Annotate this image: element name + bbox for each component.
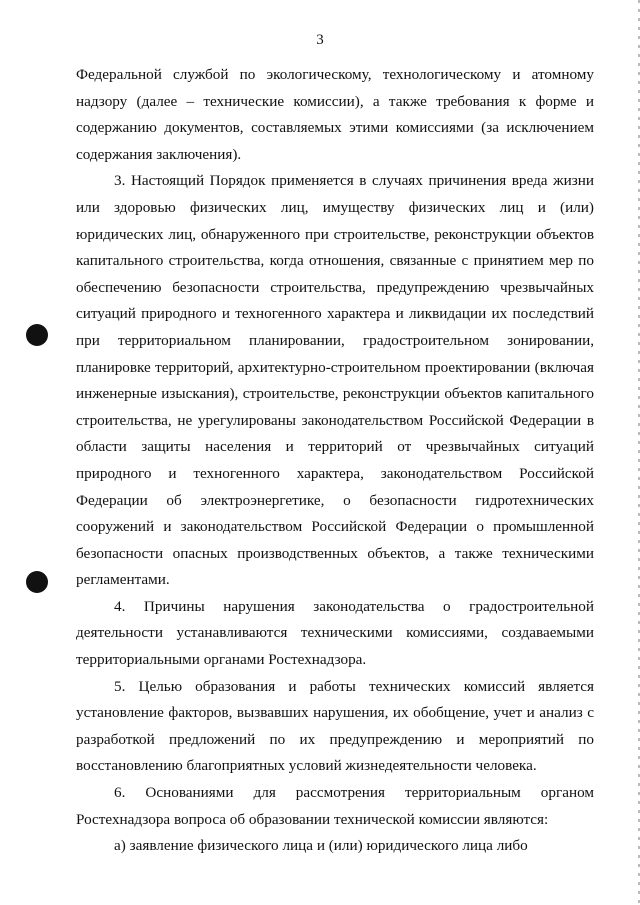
paragraph-3: 3. Настоящий Порядок применяется в случаях причинения вреда жизни или здоровью физических лиц, имуществу физических лиц и (или) юридических лиц, обнаруженного при строительстве, реконструкции объектов капитального строительства, когда отношения, связанные с принятием мер по обеспечению безопасности строительства, предупреждению чрезвычайных ситуаций природного и техногенного характера и ликвидации их последствий при территориальном планировании, градостроительном зонировании, планировке территорий, архитектурно-строительном проектировании (включая инженерные изыскания), строительстве, реконструкции объектов капитального строительства, не урегулированы законодательством Российской Федерации в области защиты населения и территорий от чрезвычайных ситуаций природного и техногенного характера, законодательством Российской Федерации об электроэнергетике, о безопасности гидротехнических сооружений и законодательством Российской Федерации о промышленной безопасности опасных производственных объектов, а также техническими регламентами. <box>76 172 594 589</box>
paragraph-4: 4. Причины нарушения законодательства о градостроительной деятельности устанавливаются техническими комиссиями, создаваемыми территориальными органами Ростехнадзора. <box>76 597 594 669</box>
paragraph-6a: а) заявление физического лица и (или) юридического лица либо <box>114 837 528 855</box>
binder-hole-bottom <box>26 571 48 593</box>
binder-hole-top <box>26 324 48 346</box>
page-number: 3 <box>316 32 324 48</box>
paragraph-6: 6. Основаниями для рассмотрения территориальным органом Ростехнадзора вопроса об образовании технической комиссии являются: <box>76 784 594 828</box>
paragraph-5: 5. Целью образования и работы технических комиссий является установление факторов, вызвавших нарушения, их обобщение, учет и анализ с разработкой предложений по их предупреждению и мероприятий по восстановлению благоприятных условий жизнедеятельности человека. <box>76 677 594 775</box>
paragraph-continued: Федеральной службой по экологическому, технологическому и атомному надзору (далее – технические комиссии), а также требования к форме и содержанию документов, составляемых этими комиссиями (за исключением содержания заключения). <box>76 66 594 163</box>
document-body <box>76 62 594 860</box>
